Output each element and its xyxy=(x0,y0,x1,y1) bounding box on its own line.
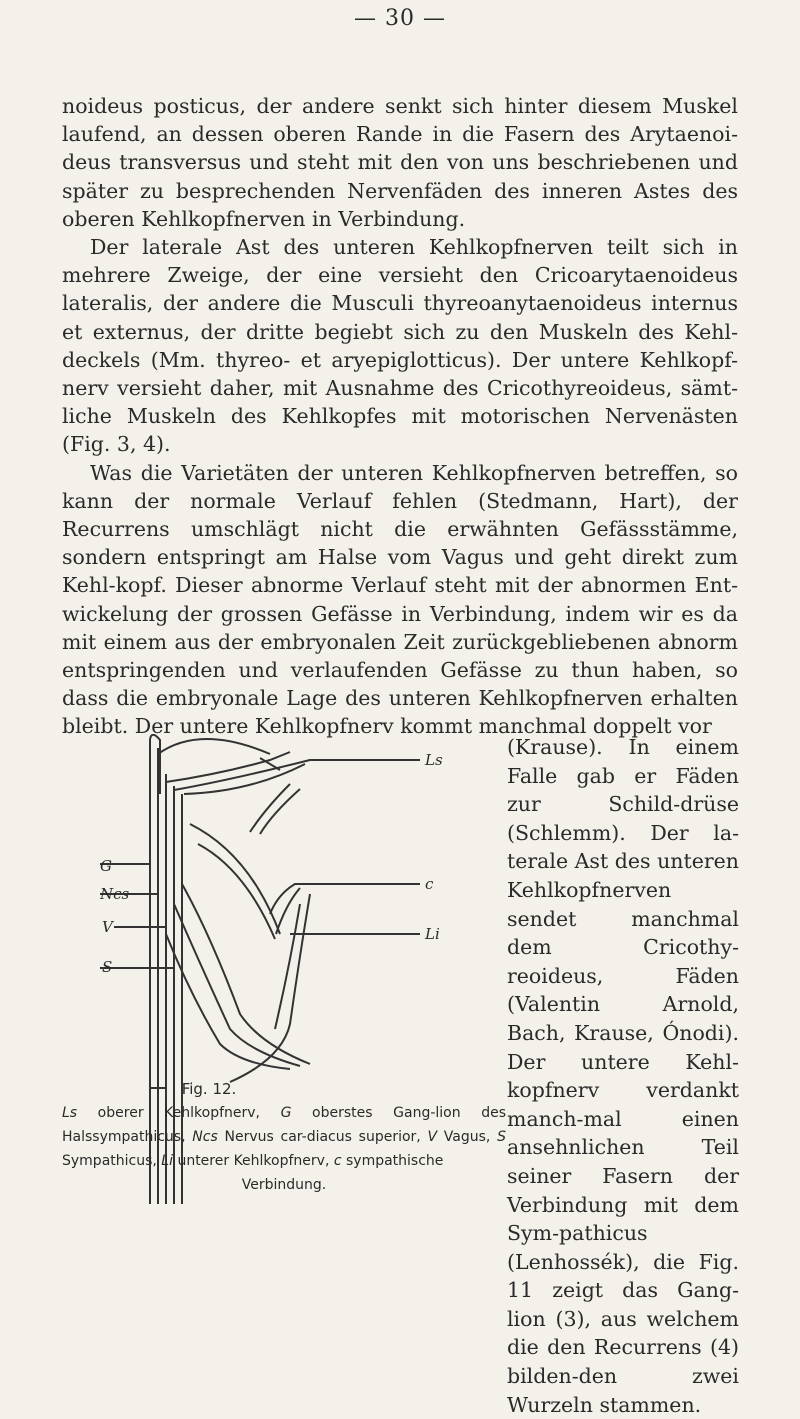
body-text xyxy=(62,92,738,741)
caption-v-text: Vagus, xyxy=(437,1129,498,1145)
caption-s-abbr: S xyxy=(497,1129,506,1145)
label-c: c xyxy=(425,875,434,893)
paragraph-1: noideus posticus, der andere senkt sich hinter diesem Muskel laufend, an dessen oberen Rande in die Fasern des Arytaenoi-deus transversus und steht mit den von uns beschriebenen und später zu besprechenden Nervenfäden des inneren Astes des oberen Kehlkopfnerven in Verbindung. xyxy=(62,94,738,231)
page-number: — 30 — xyxy=(354,6,446,31)
label-ls: Ls xyxy=(425,751,443,769)
caption-last-line: Verbindung. xyxy=(241,1177,327,1193)
label-v: V xyxy=(102,918,113,936)
caption-ncs-abbr: Ncs xyxy=(192,1129,218,1145)
caption-li-abbr: Li xyxy=(161,1153,173,1169)
paragraph-2: Der laterale Ast des unteren Kehlkopfnerven teilt sich in mehrere Zweige, der eine versieht den Cricoarytaenoideus lateralis, der andere die Musculi thyreoanytaenoideus internus et externus, der dritte begiebt sich zu den Muskeln des Kehl-deckels (Mm. thyreo- et aryepiglotticus). Der untere Kehlkopf-nerv versieht daher, mit Ausnahme des Cricothyreoideus, sämt-liche Muskeln des Kehlkopfes mit motorischen Nervenästen (Fig. 3, 4). xyxy=(62,235,738,457)
caption-ls-text: oberer Kehlkopfnerv, xyxy=(77,1105,281,1121)
paragraph-3: Was die Varietäten der unteren Kehlkopfnerven betreffen, so kann der normale Verlauf fehlen (Stedmann, Hart), der Recurrens umschlägt nicht die erwähnten Gefässstämme, sondern entspringt am Halse vom Vagus und geht direkt zum Kehl-kopf. Dieser abnorme Verlauf steht mit der abnormen Ent-wickelung der grossen Gefässe in Verbindung, indem wir es da mit einem aus der embryonalen Zeit zurückgebliebenen abnorm entspringenden und verlaufenden Gefässe zu thun haben, so dass die embryonale Lage des unteren Kehlkopfnerven erhalten bleibt. Der untere Kehlkopfnerv kommt manchmal doppelt vor xyxy=(62,460,738,739)
caption-ncs-text: Nervus car-diacus superior, xyxy=(217,1129,428,1145)
label-li: Li xyxy=(425,925,440,943)
caption-g-abbr: G xyxy=(280,1105,292,1121)
caption-c-abbr: c xyxy=(333,1153,342,1169)
caption-v-abbr: V xyxy=(427,1129,438,1145)
figure-title: Fig. 12. xyxy=(181,1080,237,1098)
side-paragraph: (Krause). In einem Falle gab er Fäden zur Schild-drüse (Schlemm). Der la-terale Ast des unteren Kehlkopfnerven sendet manchmal dem Cricothy-reoideus, Fäden (Valentin Arnold, Bach, Krause, Ónodi). Der untere Kehl-kopfnerv verdankt manch-mal einen ansehnlichen Teil seiner Fasern der Verbindung mit dem Sym-pathicus (Lenhossék), die Fig. 11 zeigt das Gang-lion (3), aus welchem die den Recurrens (4) bilden-den zwei Wurzeln stammen. xyxy=(507,735,739,1417)
label-g: G xyxy=(100,857,112,875)
label-ncs: Ncs xyxy=(100,885,130,903)
caption-g-text: oberstes Gang-lion des Halssympathicus, xyxy=(62,1105,506,1145)
figure-caption xyxy=(62,1101,506,1197)
label-s: S xyxy=(102,958,113,976)
caption-s-text: Sympathicus, xyxy=(62,1153,162,1169)
side-column-text xyxy=(507,733,739,1419)
caption-c-text: sympathische xyxy=(341,1153,444,1169)
caption-li-text: unterer Kehlkopfnerv, xyxy=(173,1153,334,1169)
caption-ls-abbr: Ls xyxy=(62,1105,78,1121)
